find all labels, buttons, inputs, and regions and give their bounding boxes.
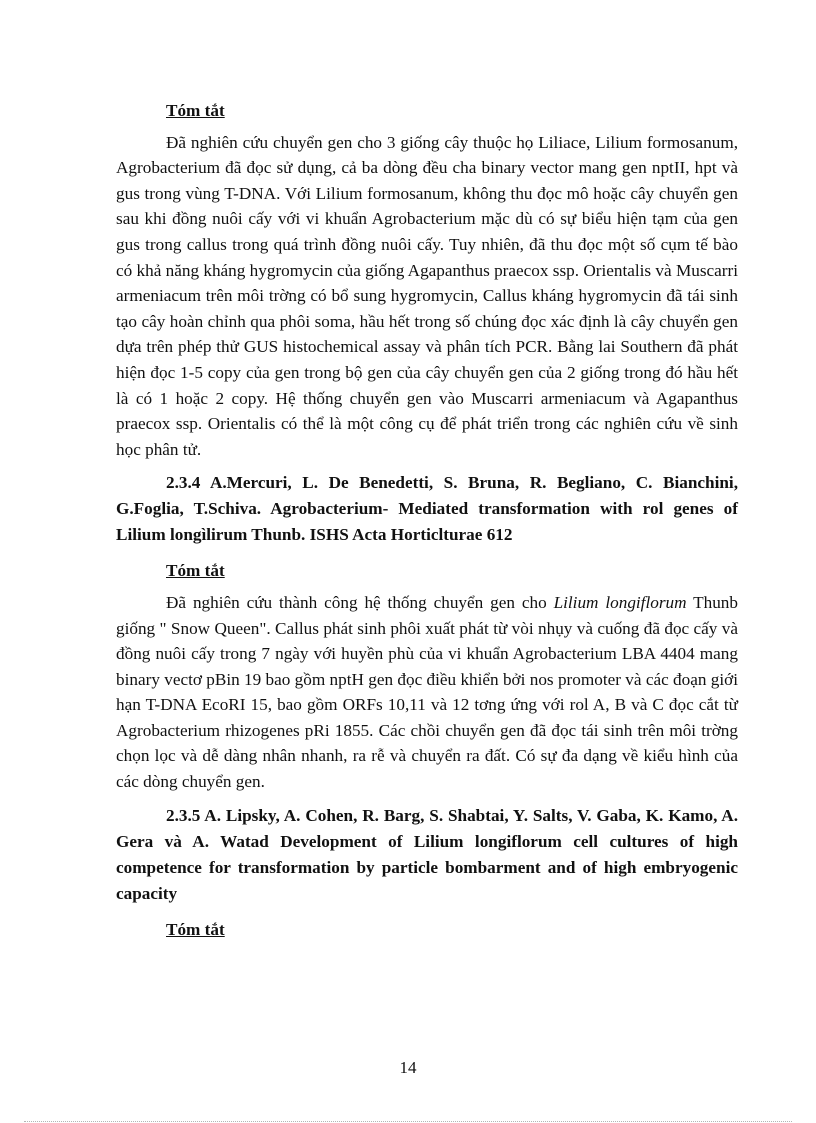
page-number: 14 — [399, 1058, 417, 1077]
summary-heading: Tóm tắt — [166, 101, 225, 120]
section-heading-2-3-4: 2.3.4 A.Mercuri, L. De Benedetti, S. Bruna, R. Begliano, C. Bianchini, G.Foglia, T.Schiva. Agrobacterium- Mediated transformation with rol genes of Lilium longìlirum Thunb. ISHS Acta Horticlturae 612 — [116, 473, 738, 545]
summary-heading: Tóm tắt — [166, 561, 225, 581]
section-heading-2-3-5: 2.3.5 A. Lipsky, A. Cohen, R. Barg, S. Shabtai, Y. Salts, V. Gaba, K. Kamo, A. Gera và A. Watad Development of Lilium longiflorum cell cultures of high competence for transformation by particle bombarment and of high embryogenic capacity — [116, 805, 738, 903]
paragraph-text: Đã nghiên cứu thành công hệ thống chuyển gen cho — [166, 592, 554, 612]
page-bottom-divider — [24, 1121, 792, 1122]
paragraph-text: Thunb giống " Snow Queen". Callus phát sinh phôi xuất phát từ vòi nhụy và cuống đã đọc cấy và đồng nuôi cấy trong 7 ngày với huyền phù của vi khuẩn Agrobacterium LBA 4404 mang binary vectơ pBin 19 bao gồm nptH gen đọc điều khiển bởi nos promoter và các đoạn giới hạn T-DNA EcoRI 15, bao gồm ORFs 10,11 và 12 tơng ứng với rol A, B và C đọc cắt từ Agrobacterium rhizogenes pRi 1855. Các chồi chuyển gen đã đọc tái sinh trên môi trờng chọn lọc và dễ dàng nhân nhanh, ra rễ và chuyển ra đất. Có sự đa dạng về kiểu hình của các dòng chuyển gen. — [116, 592, 738, 792]
summary-paragraph: Đã nghiên cứu chuyển gen cho 3 giống cây thuộc họ Liliace, Lilium formosanum, Agrobacterium đã đọc sử dụng, cả ba dòng đều cha binary vector mang gen nptII, hpt và gus trong vùng T-DNA. Với Lilium formosanum, không thu đọc mô hoặc cây chuyển gen sau khi đồng nuôi cấy với vi khuẩn Agrobacterium mặc dù có sự biểu hiện tạm của gen gus trong callus trong quá trình đồng nuôi cấy. Tuy nhiên, đã thu đọc một số cụm tế bào có khả năng kháng hygromycin của giống Agapanthus praecox ssp. Orientalis và Muscarri armeniacum trên môi trờng có bổ sung hygromycin, Callus kháng hygromycin đã tái sinh tạo cây hoàn chỉnh qua phôi soma, hầu hết trong số chúng đọc xác định là cây chuyển gen dựa trên phép thử GUS histochemical assay và phân tích PCR. Bằng lai Southern đã phát hiện đọc 1-5 copy của gen trong bộ gen của cây chuyển gen của 2 giống trong đó hầu hết là có 1 hoặc 2 copy. Hệ thống chuyển gen vào Muscarri armeniacum và Agapanthus praecox ssp. Orientalis có thể là một công cụ để phát triển trong các nghiên cứu về sinh học phân tử. — [116, 132, 738, 459]
summary-heading: Tóm tắt — [166, 919, 225, 939]
page-content — [116, 98, 738, 948]
summary-paragraph — [116, 590, 738, 795]
species-name: Lilium longiflorum — [553, 592, 687, 612]
